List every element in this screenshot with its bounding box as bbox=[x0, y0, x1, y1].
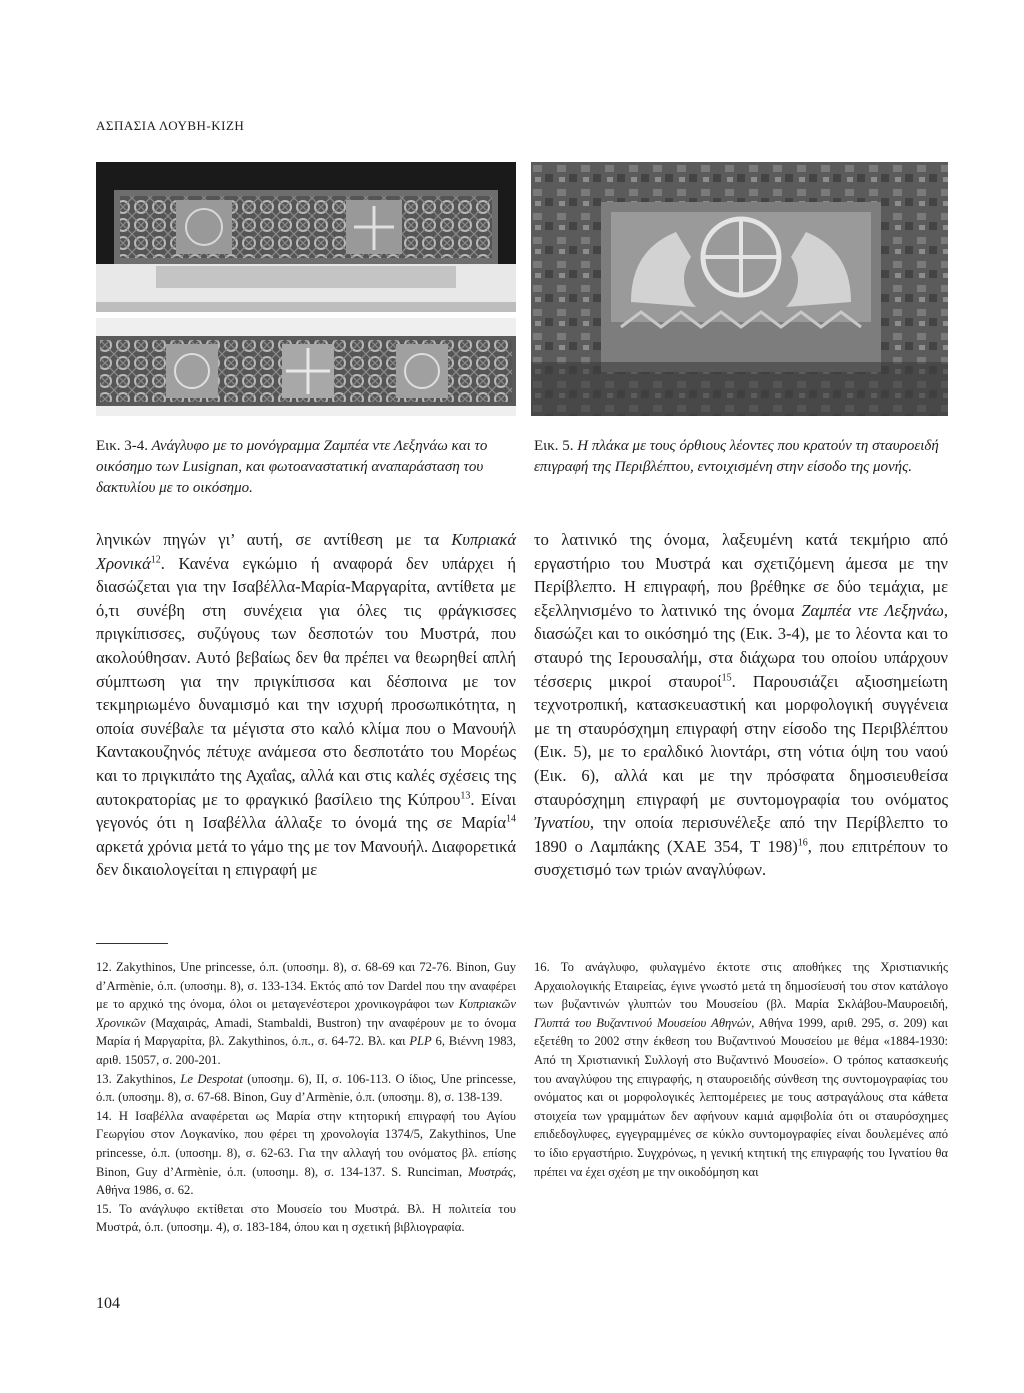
text-run: , την οποία περισυνέλεξε από την Περίβλεπτο το 1890 ο Λαμπάκης (ΧΑΕ 354, Τ 198) bbox=[534, 813, 948, 856]
text-run: ληνικών πηγών γι’ αυτή, σε αντίθεση με τα bbox=[96, 530, 452, 549]
text-run: , διασώζει και το οικόσημό της (Εικ. 3-4), με το λέοντα και το σταυρό της Ιερουσαλήμ, στα διάχωρα του οποίου υπάρχουν τέσσερις μικροί σταυροί bbox=[534, 600, 948, 691]
text-run-italic: Ζαμπέα ντε Λεξηνάω bbox=[801, 600, 944, 620]
body-column-right bbox=[534, 528, 948, 882]
text-run: . Είναι γεγονός ότι η Ισαβέλλα άλλαξε το όνομά της σε Μαρία bbox=[96, 789, 517, 833]
text-run-italic: PLP bbox=[409, 1034, 432, 1049]
footnotes-left bbox=[96, 958, 516, 1237]
footnote-ref-13: 13 bbox=[460, 790, 471, 802]
footnote-ref-16: 16 bbox=[797, 837, 808, 849]
text-run: , Αθήνα 1986, σ. 62. bbox=[96, 1164, 516, 1198]
caption-label: Εικ. 5. bbox=[534, 438, 574, 454]
text-run: . Κανένα εγκώμιο ή αναφορά δεν υπάρχει ή διασώζεται για την Ισαβέλλα-Μαρία-Μαργαρίτα, αντίθετα με ό,τι συνέβη στη συνέχεια για όλες τις φράγκισσες πριγκίπισσες, συζύγους των δεσποτών του Μυστρά, που ακολούθησαν. Αυτό βεβαίως δεν θα πρέπει να θεωρηθεί απλή σύμπτωση για την πριγκίπισσα και δέσποινα με τον τεκμηριωμένο δυναμισμό και την ισχυρή προσωπικότητα, η οποία συνέβαλε τα μέγιστα στο καλό κλίμα που ο Μανουήλ Καντακουζηνός πέτυχε ανάμεσα στο δεσποτάτο του Μορέως και το πριγκιπάτο της Αχαΐας, αλλά και στις καλές σχέσεις της αυτοκρατορίας με το φραγκικό βασίλειο της Κύπρου bbox=[96, 553, 516, 809]
text-run: (υποσημ. 6), II, σ. 106-113. Ο ίδιος, Une princesse, ό.π. (υποσημ. 8), σ. 67-68. Binon, Guy d’Armènie, ό.π. (υποσημ. 8), σ. 138-139. bbox=[96, 1071, 516, 1105]
footnote-16 bbox=[534, 958, 948, 1181]
text-run: 16. Το ανάγλυφο, φυλαγμένο έκτοτε στις αποθήκες της Χριστιανικής Αρχαιολογικής Εταιρείας, έγινε γνωστό μετά τη δημοσίευσή του στον κατάλογο των βυζαντινών γλυπτών του Μουσείου (βλ. Μαρία Σκλάβου-Μαυροειδή, bbox=[534, 960, 948, 1012]
running-head-author: ΑΣΠΑΣΙΑ ΛΟΥΒΗ-ΚΙΖΗ bbox=[96, 118, 245, 133]
text-run-italic: Μυστράς bbox=[468, 1164, 513, 1179]
text-run: , που επιτρέπουν το συσχετισμό των τριών αναγλύφων. bbox=[534, 836, 948, 880]
page-number: 104 bbox=[96, 1295, 120, 1312]
body-paragraph bbox=[96, 528, 516, 882]
text-run: . Παρουσιάζει αξιοσημείωτη τεχνοτροπική, κατασκευαστική και μορφολογική συγγένεια με τη σταυρόσχημη επιγραφή στην είσοδο της Περιβλέπτου (Εικ. 5), με το εραλδικό λιοντάρι, στη νότια όψη του ναού (Εικ. 6), αλλά και με την πρόσφατα δημοσιευθείσα σταυρόσχημη επιγραφή με συντομογραφία του ονόματος bbox=[534, 671, 948, 809]
figure-3-relief-photo bbox=[96, 162, 516, 312]
footnote-ref-12: 12 bbox=[150, 554, 161, 566]
figure-5-lions-plaque-photo bbox=[531, 162, 948, 416]
text-run: 6, Βιέννη 1983, αριθ. 15057, σ. 200-201. bbox=[96, 1034, 516, 1067]
footnote-14 bbox=[96, 1107, 516, 1200]
footnote-12 bbox=[96, 958, 516, 1070]
text-run: , Αθήνα 1999, αριθ. 295, σ. 209) και εξετέθη το 2002 στην έκθεση του Βυζαντινού Μουσείου με θέμα «1884-1930: Από τη Χριστιανική Συλλογή στο Βυζαντινό Μουσείο». Ο τρόπος κατασκευής του αναγλύφου της επιγραφής, η σταυροειδής σύνθεση της συντομογραφίας του ονόματος και οι μορφολογικές λεπτομέρειες με τους αστραγάλους στα κάθετα στοιχεία των γραμμάτων δεν αφήνουν καμιά αμφιβολία ότι οι σταυρόσχημες επιδεδογλυφες, εγγεγραμμένες σε κύκλο συντομογραφίες είναι δουλεμένες από το ίδιο εργαστήριο. Συγχρόνως, η γενική κτητική της επιγραφής του Ιγνατίου θα πρέπει να έχει σχέση με την οικοδόμηση και bbox=[534, 1015, 948, 1179]
figure-4-ring-reconstruction-photo bbox=[96, 318, 516, 416]
footnote-separator bbox=[96, 943, 168, 944]
text-run: 12. Zakythinos, Une princesse, ό.π. (υποσημ. 8), σ. 68-69 και 72-76. Binon, Guy d’Armènie, ό.π. (υποσημ. 8), σ. 133-134. Εκτός από τον Dardel που την αναφέρει με το αρχικό της όνομα, όλοι οι μεταγενέστεροι χρονικογράφοι των bbox=[96, 960, 516, 1012]
text-run: 14. Η Ισαβέλλα αναφέρεται ως Μαρία στην κτητορική επιγραφή του Αγίου Γεωργίου στον Λογκανίκο, που φέρει τη χρονολογία 1374/5, Zakythinos, Une princesse, ό.π. (υποσημ. 8), σ. 62-63. Για την αλλαγή του ονόματος βλ. επίσης Binon, Guy d’Armènie, ό.π. (υποσημ. 8), σ. 134-137. S. Runciman, bbox=[96, 1108, 516, 1179]
body-paragraph bbox=[534, 528, 948, 882]
text-run: (Μαχαιράς, Amadi, Stambaldi, Bustron) την αναφέρουν με το όνομα Μαρία ή Μαργαρίτα, βλ. Zakythinos, ό.π., σ. 64-72. Βλ. και bbox=[96, 1015, 516, 1049]
body-column-left bbox=[96, 528, 516, 882]
text-run: το λατινικό της όνομα, λαξευμένη κατά τεκμήριο από εργαστήριο του Μυστρά και σχετιζόμενη άμεσα με την Περίβλεπτο. Η επιγραφή, που βρέθηκε σε δύο τεμάχια, με εξελληνισμένο το λατινικό της όνομα bbox=[534, 530, 948, 620]
footnote-13 bbox=[96, 1070, 516, 1107]
figure-3-4-caption bbox=[96, 436, 516, 499]
text-run-italic: Κυπριακά Χρονικά bbox=[96, 530, 516, 573]
footnotes-right bbox=[534, 958, 948, 1181]
figure-5-caption bbox=[534, 436, 948, 478]
caption-text: Η πλάκα με τους όρθιους λέοντες που κρατούν τη σταυροειδή επιγραφή της Περιβλέπτου, εντοιχισμένη στην είσοδο της μονής. bbox=[534, 438, 939, 475]
footnote-15: 15. Το ανάγλυφο εκτίθεται στο Μουσείο του Μυστρά. Βλ. Η πολιτεία του Μυστρά, ό.π. (υποσημ. 4), σ. 183-184, όπου και η σχετική βιβλιογραφία. bbox=[96, 1201, 516, 1235]
text-run: αρκετά χρόνια μετά το γάμο της με τον Μανουήλ. Διαφορετικά δεν δικαιολογείται η επιγραφή με bbox=[96, 836, 516, 880]
text-run-italic: Ἰγνατίου bbox=[534, 813, 590, 833]
text-run: 13. Zakythinos, bbox=[96, 1071, 181, 1086]
caption-text: Ανάγλυφο με το μονόγραμμα Ζαμπέα ντε Λεξηνάω και το οικόσημο των Lusignan, και φωτοαναστατική αναπαράσταση του δακτυλίου με το οικόσημο. bbox=[96, 438, 488, 496]
text-run-italic: Le Despotat bbox=[180, 1071, 243, 1086]
caption-label: Εικ. 3-4. bbox=[96, 438, 149, 454]
text-run-italic: Γλυπτά του Βυζαντινού Μουσείου Αθηνών bbox=[534, 1015, 752, 1030]
footnote-ref-15: 15 bbox=[721, 672, 732, 684]
text-run-italic: Κυπριακῶν Χρονικῶν bbox=[96, 997, 516, 1030]
footnote-ref-14: 14 bbox=[506, 813, 516, 825]
